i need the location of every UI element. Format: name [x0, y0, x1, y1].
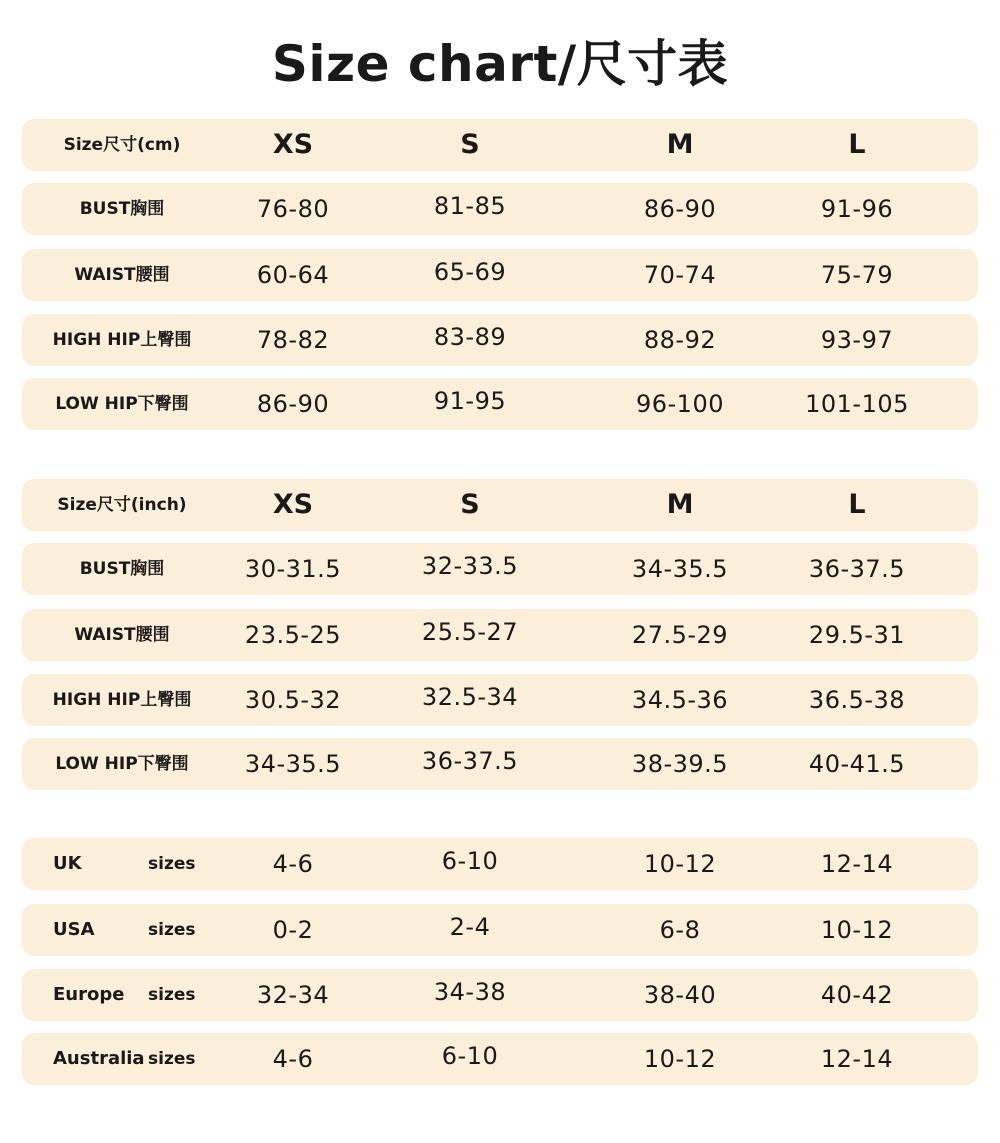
size-header-s: S: [460, 129, 480, 160]
size-header-l: L: [848, 489, 866, 520]
table-cell: 32-34: [256, 981, 330, 1009]
table-cell: 40-41.5: [808, 750, 906, 778]
table-cell: 34-35.5: [631, 555, 729, 583]
size-header-m: M: [666, 489, 694, 520]
table-cell: 27.5-29: [631, 621, 729, 649]
table-row: [22, 838, 978, 890]
country-label: Europe: [53, 984, 125, 1005]
sizes-label: sizes: [148, 1049, 196, 1069]
table-cell: 10-12: [820, 916, 894, 944]
table-row: [22, 609, 978, 661]
table-cell: 81-85: [433, 192, 507, 220]
table-cell: 23.5-25: [244, 621, 342, 649]
table-cell: 86-90: [256, 390, 330, 418]
table-cell: 4-6: [272, 1045, 314, 1073]
cm-header-label: Size尺寸(cm): [63, 135, 181, 155]
table-cell: 91-95: [433, 387, 507, 415]
table-cell: 96-100: [635, 390, 724, 418]
table-cell: 10-12: [643, 1045, 717, 1073]
row-label: WAIST腰围: [74, 625, 170, 645]
row-label: BUST胸围: [79, 199, 165, 219]
table-cell: 36-37.5: [421, 747, 519, 775]
table-row: [22, 969, 978, 1021]
table-cell: 34-38: [433, 978, 507, 1006]
size-header-m: M: [666, 129, 694, 160]
table-cell: 86-90: [643, 195, 717, 223]
table-cell: 6-10: [441, 847, 499, 875]
row-label: LOW HIP下臀围: [55, 394, 189, 414]
table-cell: 83-89: [433, 323, 507, 351]
country-label: Australia: [53, 1048, 145, 1069]
table-cell: 30-31.5: [244, 555, 342, 583]
sizes-label: sizes: [148, 985, 196, 1005]
size-header-s: S: [460, 489, 480, 520]
table-cell: 2-4: [449, 913, 491, 941]
table-cell: 70-74: [643, 261, 717, 289]
row-label: HIGH HIP上臀围: [52, 690, 192, 710]
table-cell: 12-14: [820, 1045, 894, 1073]
table-cell: 91-96: [820, 195, 894, 223]
table-cell: 29.5-31: [808, 621, 906, 649]
table-cell: 25.5-27: [421, 618, 519, 646]
table-cell: 4-6: [272, 850, 314, 878]
table-row: [22, 1033, 978, 1085]
size-header-xs: XS: [272, 129, 314, 160]
table-cell: 36-37.5: [808, 555, 906, 583]
size-header-l: L: [848, 129, 866, 160]
table-cell: 78-82: [256, 326, 330, 354]
table-cell: 75-79: [820, 261, 894, 289]
table-cell: 40-42: [820, 981, 894, 1009]
table-cell: 38-39.5: [631, 750, 729, 778]
table-cell: 93-97: [820, 326, 894, 354]
inch-header-row: [22, 479, 978, 531]
page-title: Size chart/尺寸表: [271, 35, 729, 93]
table-cell: 10-12: [643, 850, 717, 878]
table-cell: 101-105: [805, 390, 909, 418]
table-cell: 36.5-38: [808, 686, 906, 714]
table-cell: 76-80: [256, 195, 330, 223]
inch-header-label: Size尺寸(inch): [57, 495, 187, 515]
table-cell: 60-64: [256, 261, 330, 289]
table-cell: 32-33.5: [421, 552, 519, 580]
table-cell: 0-2: [272, 916, 314, 944]
table-row: [22, 738, 978, 790]
table-row: [22, 183, 978, 235]
cm-header-row: [22, 119, 978, 171]
table-row: [22, 674, 978, 726]
table-cell: 38-40: [643, 981, 717, 1009]
sizes-label: sizes: [148, 854, 196, 874]
row-label: LOW HIP下臀围: [55, 754, 189, 774]
table-cell: 88-92: [643, 326, 717, 354]
row-label: HIGH HIP上臀围: [52, 330, 192, 350]
table-cell: 6-10: [441, 1042, 499, 1070]
table-cell: 34.5-36: [631, 686, 729, 714]
sizes-label: sizes: [148, 920, 196, 940]
table-row: [22, 249, 978, 301]
country-label: UK: [53, 853, 82, 874]
table-cell: 30.5-32: [244, 686, 342, 714]
table-row: [22, 904, 978, 956]
row-label: BUST胸围: [79, 559, 165, 579]
row-label: WAIST腰围: [74, 265, 170, 285]
country-label: USA: [53, 919, 95, 940]
table-row: [22, 543, 978, 595]
table-row: [22, 314, 978, 366]
table-cell: 32.5-34: [421, 683, 519, 711]
table-cell: 6-8: [659, 916, 701, 944]
table-cell: 12-14: [820, 850, 894, 878]
size-header-xs: XS: [272, 489, 314, 520]
table-row: [22, 378, 978, 430]
table-cell: 65-69: [433, 258, 507, 286]
table-cell: 34-35.5: [244, 750, 342, 778]
